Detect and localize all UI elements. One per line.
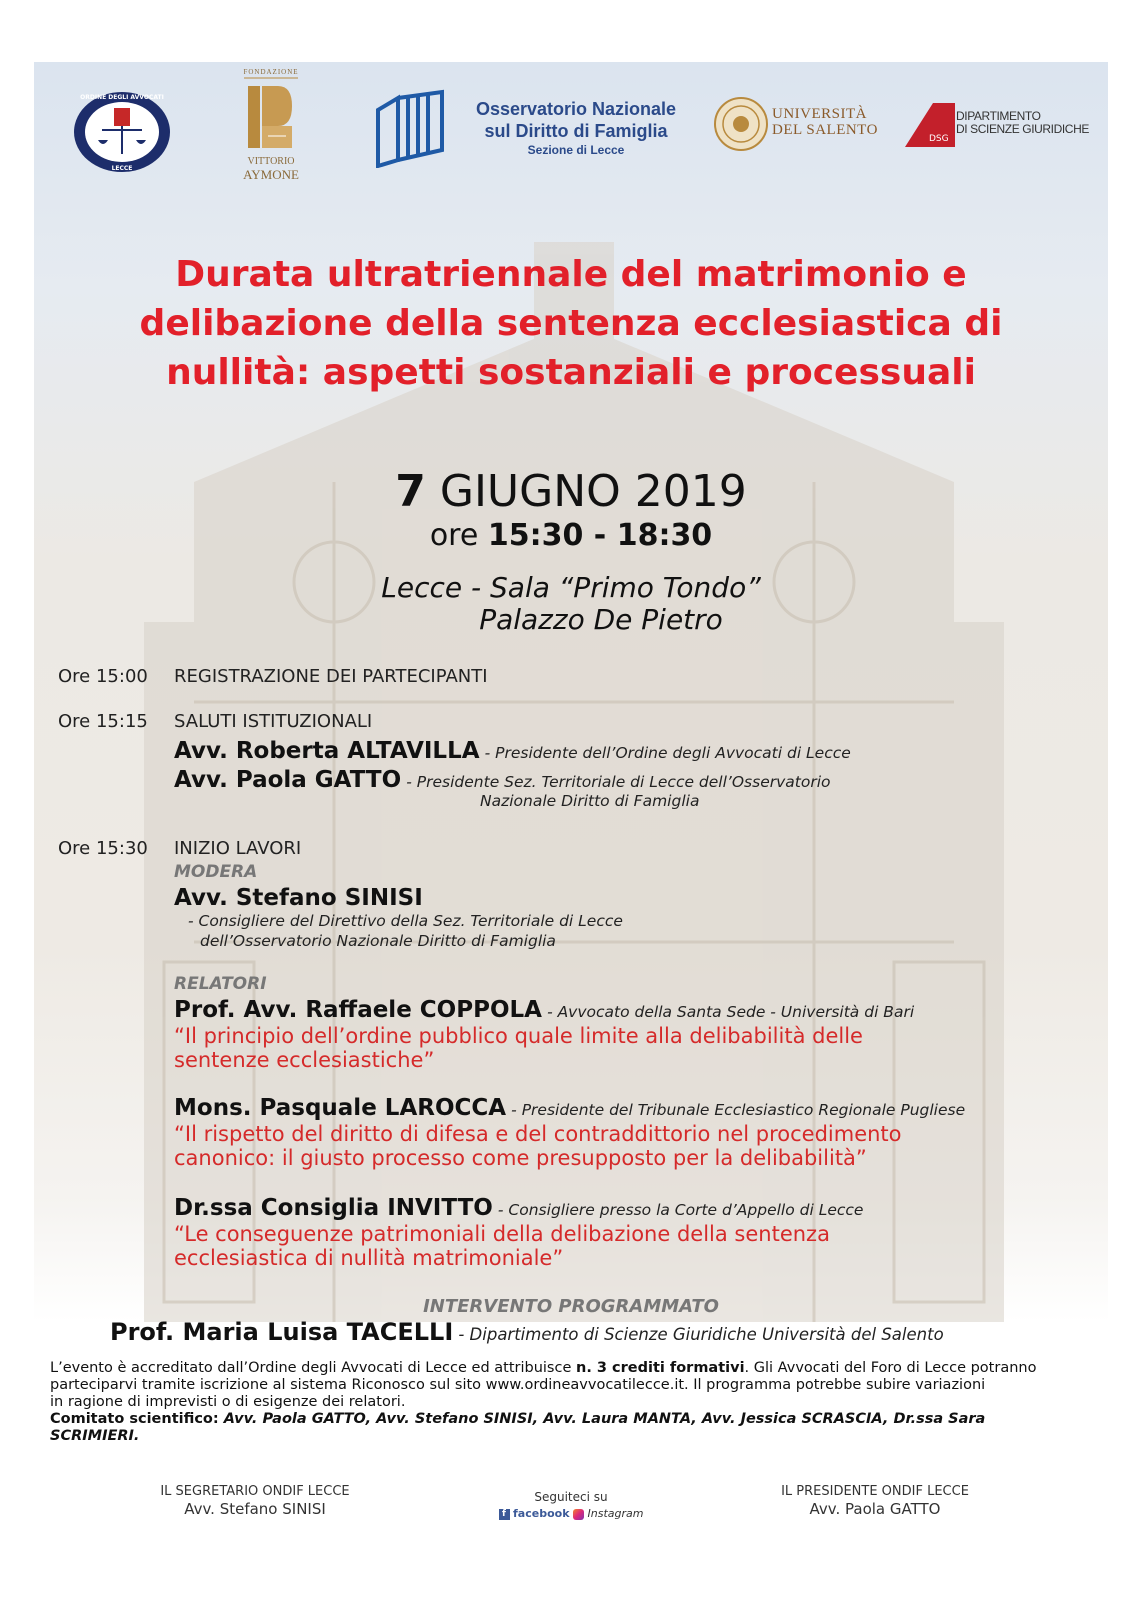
sinisi-role-1: - Consigliere del Direttivo della Sez. Territoriale di Lecce bbox=[188, 912, 623, 930]
speaker-tacelli bbox=[110, 1318, 944, 1346]
event-day: 7 bbox=[395, 466, 426, 517]
speaker-role: - Consigliere presso la Corte d’Appello di Lecce bbox=[497, 1201, 864, 1219]
speaker-invitto bbox=[174, 1194, 863, 1222]
ordine-ring-text: ORDINE DEGLI AVVOCATI bbox=[80, 94, 164, 101]
speaker-name: Prof. Avv. Raffaele COPPOLA bbox=[174, 997, 542, 1023]
unisalento-line2: DEL SALENTO bbox=[772, 122, 878, 138]
secretary-name: Avv. Stefano SINISI bbox=[184, 1500, 326, 1518]
speaker-coppola bbox=[174, 996, 914, 1024]
speaker-name: Mons. Pasquale LAROCCA bbox=[174, 1095, 507, 1121]
ordine-avvocati-logo bbox=[72, 90, 172, 174]
event-place bbox=[0, 572, 1142, 636]
inizio-label: INIZIO LAVORI bbox=[174, 838, 302, 859]
secretary-title: IL SEGRETARIO ONDIF LECCE bbox=[160, 1484, 350, 1499]
aymone-top-text: FONDAZIONE bbox=[243, 68, 299, 76]
speaker-sinisi: Avv. Stefano SINISI bbox=[174, 885, 423, 911]
social-links bbox=[498, 1490, 644, 1520]
notes-text: L’evento è accreditato dall’Ordine degli Avvocati di Lecce ed attribuisce bbox=[50, 1360, 576, 1376]
inizio-time: Ore 15:30 bbox=[58, 838, 148, 859]
event-time bbox=[0, 518, 1142, 554]
event-month-year: GIUGNO 2019 bbox=[439, 466, 747, 517]
speaker-name: Avv. Paola GATTO bbox=[174, 767, 402, 793]
time-prefix: ore bbox=[429, 518, 479, 553]
invitto-talk-2: ecclesiastica di nullità matrimoniale” bbox=[174, 1246, 564, 1270]
president-title: IL PRESIDENTE ONDIF LECCE bbox=[781, 1484, 969, 1499]
accreditation-notes bbox=[50, 1360, 1092, 1445]
instagram-link[interactable]: Instagram bbox=[587, 1507, 644, 1520]
comitato-line2 bbox=[50, 1428, 1092, 1445]
follow-label: Seguiteci su bbox=[534, 1490, 608, 1504]
gatto-role-continued: Nazionale Diritto di Famiglia bbox=[480, 792, 700, 810]
osservatorio-line3: Sezione di Lecce bbox=[527, 143, 625, 157]
fondazione-aymone-logo bbox=[232, 66, 310, 186]
title-line3: nullità: aspetti sostanziali e processuali bbox=[166, 352, 976, 393]
osservatorio-books-logo bbox=[374, 88, 448, 168]
speaker-name: Avv. Roberta ALTAVILLA bbox=[174, 738, 480, 764]
place-line1: Lecce - Sala “Primo Tondo” bbox=[381, 571, 761, 604]
dipartimento-name bbox=[956, 110, 1089, 136]
social-row bbox=[498, 1507, 644, 1520]
speaker-gatto bbox=[174, 766, 831, 794]
title-line2: delibazione della sentenza ecclesiastica di bbox=[139, 303, 1003, 344]
president-signature bbox=[760, 1484, 990, 1519]
dipartimento-logo-icon bbox=[905, 103, 955, 147]
comitato-names: Avv. Paola GATTO, Avv. Stefano SINISI, Avv. Laura MANTA, Avv. Jessica SCRASCIA, Dr.ssa Sara bbox=[223, 1411, 986, 1427]
ordine-city: LECCE bbox=[111, 165, 133, 172]
saluti-label: SALUTI ISTITUZIONALI bbox=[174, 711, 373, 732]
speaker-larocca bbox=[174, 1094, 965, 1122]
larocca-talk-1: “Il rispetto del diritto di difesa e del contraddittorio nel procedimento bbox=[174, 1122, 902, 1146]
sinisi-role-2: dell’Osservatorio Nazionale Diritto di Famiglia bbox=[200, 932, 556, 950]
osservatorio-name bbox=[456, 98, 696, 158]
speaker-role: - Presidente dell’Ordine degli Avvocati di Lecce bbox=[484, 744, 851, 762]
speaker-role: - Dipartimento di Scienze Giuridiche Università del Salento bbox=[458, 1325, 944, 1344]
osservatorio-line1: Osservatorio Nazionale bbox=[475, 99, 677, 119]
event-date bbox=[0, 466, 1142, 518]
comitato-label: Comitato scientifico: bbox=[50, 1411, 224, 1427]
instagram-icon[interactable] bbox=[573, 1509, 584, 1520]
invitto-talk-1: “Le conseguenze patrimoniali della delibazione della sentenza bbox=[174, 1222, 830, 1246]
event-title bbox=[70, 250, 1072, 397]
notes-text: . Gli Avvocati del Foro di Lecce potranno bbox=[744, 1360, 1037, 1376]
unisalento-name bbox=[772, 106, 878, 138]
title-line1: Durata ultratriennale del matrimonio e bbox=[175, 254, 967, 295]
speaker-altavilla bbox=[174, 737, 851, 765]
speaker-role: - Presidente del Tribunale Ecclesiastico Regionale Pugliese bbox=[511, 1101, 966, 1119]
saluti-time: Ore 15:15 bbox=[58, 711, 148, 732]
registration-time: Ore 15:00 bbox=[58, 666, 148, 687]
coppola-talk-2: sentenze ecclesiastiche” bbox=[174, 1048, 435, 1072]
speaker-role: - Avvocato della Santa Sede - Università di Bari bbox=[547, 1003, 915, 1021]
aymone-name1: VITTORIO bbox=[247, 156, 295, 167]
registration-label: REGISTRAZIONE DEI PARTECIPANTI bbox=[174, 666, 488, 687]
facebook-link[interactable]: facebook bbox=[513, 1507, 570, 1520]
dip-mark: DSG bbox=[929, 134, 949, 144]
unisalento-seal-icon bbox=[714, 97, 768, 151]
osservatorio-line2: sul Diritto di Famiglia bbox=[484, 121, 668, 141]
comitato-names: SCRIMIERI. bbox=[50, 1428, 140, 1444]
aymone-name2: AYMONE bbox=[243, 167, 299, 182]
speaker-name: Dr.ssa Consiglia INVITTO bbox=[174, 1195, 493, 1221]
dip-line1: DIPARTIMENTO bbox=[956, 109, 1041, 123]
modera-label: MODERA bbox=[174, 862, 258, 882]
dip-line2: DI SCIENZE GIURIDICHE bbox=[956, 122, 1089, 136]
credits-highlight: n. 3 crediti formativi bbox=[576, 1360, 745, 1376]
coppola-talk-1: “Il principio dell’ordine pubblico quale limite alla delibabilità delle bbox=[174, 1024, 863, 1048]
comitato-line1 bbox=[50, 1411, 1092, 1428]
place-line2: Palazzo De Pietro bbox=[479, 603, 723, 636]
facebook-icon[interactable]: f bbox=[499, 1509, 510, 1520]
secretary-signature bbox=[140, 1484, 370, 1519]
relatori-label: RELATORI bbox=[174, 974, 267, 994]
intervento-label: INTERVENTO PROGRAMMATO bbox=[423, 1296, 719, 1317]
notes-line1 bbox=[50, 1360, 1092, 1377]
larocca-talk-2: canonico: il giusto processo come presupposto per la delibabilità” bbox=[174, 1146, 867, 1170]
notes-line3: in ragione di imprevisti o di esigenze dei relatori. bbox=[50, 1394, 406, 1410]
unisalento-line1: UNIVERSITÀ bbox=[772, 106, 867, 122]
president-name: Avv. Paola GATTO bbox=[809, 1500, 941, 1518]
speaker-name: Prof. Maria Luisa TACELLI bbox=[110, 1318, 454, 1346]
time-range: 15:30 - 18:30 bbox=[487, 518, 713, 553]
speaker-role: - Presidente Sez. Territoriale di Lecce dell’Osservatorio bbox=[406, 773, 831, 791]
notes-line2: parteciparvi tramite iscrizione al sistema Riconosco sul sito www.ordineavvocatilecce.it. Il programma potrebbe subire variazioni bbox=[50, 1377, 986, 1393]
